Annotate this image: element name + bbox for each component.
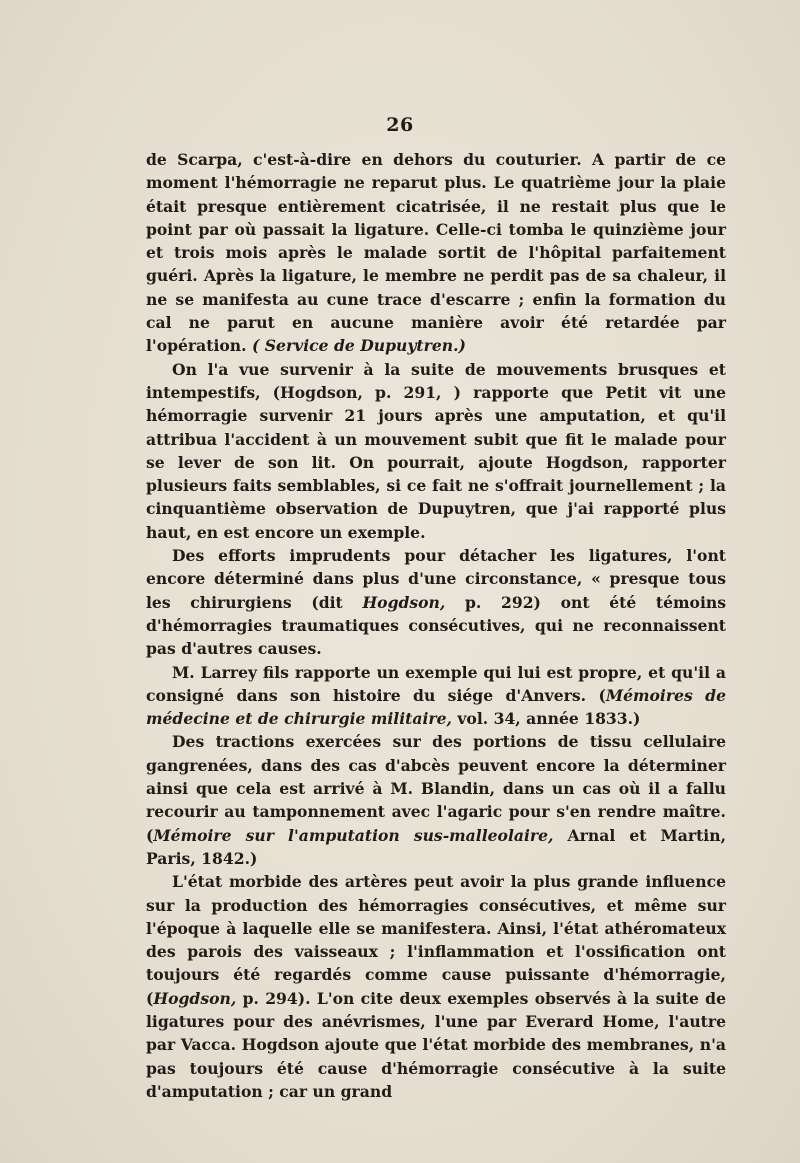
text-segment: vol. 34, année 1833.) <box>451 709 641 729</box>
paragraph-2 <box>146 358 726 544</box>
text-segment: Arnal et Martin, Paris, 1842.) <box>146 825 726 868</box>
citation-title: Mémoire sur l'amputation sus-malleolaire, <box>153 825 554 845</box>
text-segment: Des tractions exercées sur des portions de tissu cellulaire gangrenées, dans des cas d'abcès peuvent encore la déterminer ainsi que cela est arrivé à M. Blandin, dans un cas où il a fallu recourir au tamponnement avec l'agaric pour s'en rendre maître. ( <box>146 732 726 845</box>
body-text <box>146 148 726 1103</box>
paragraph-4 <box>146 661 726 731</box>
text-segment: Des efforts imprudents pour détacher les ligatures, l'ont encore déterminé dans plus d'une circonstance, « presque tous les chirurgiens (dit <box>146 546 726 612</box>
text-segment: On l'a vue survenir à la suite de mouvements brusques et intempestifs, (Hogdson, p. 291, ) rapporte que Petit vit une hémorragie survenir 21 jours après une amputation, et qu'il attribua l'accident à un mouvement subit que fit le malade pour se lever de son lit. On pourrait, ajoute Hogdson, rapporter plusieurs faits semblables, si ce fait ne s'offrait journellement ; la cinquantième observation de Dupuytren, que j'ai rapporté plus haut, en est encore un exemple. <box>146 359 726 542</box>
text-segment: M. Larrey fils rapporte un exemple qui lui est propre, et qu'il a consigné dans son histoire du siége d'Anvers. ( <box>146 662 726 705</box>
page-number: 26 <box>386 114 414 136</box>
service-attribution: ( Service de Dupuytren.) <box>251 336 466 356</box>
text-segment: L'état morbide des artères peut avoir la plus grande influence sur la production des hémorragies consécutives, et même sur l'époque à laquelle elle se manifestera. Ainsi, l'état athéromateux des parois des vaisseaux ; l'inflammation et l'ossification ont toujours été regardés comme cause puissante d'hémorragie, ( <box>146 872 726 1008</box>
text-segment: p. 292) ont été témoins d'hémorragies traumatiques consécutives, qui ne reconnaissent pas d'autres causes. <box>146 592 726 659</box>
paragraph-1 <box>146 148 726 358</box>
citation-author: Hogdson, <box>362 592 446 612</box>
paragraph-5 <box>146 730 726 870</box>
citation-title: Mémoires de médecine et de chirurgie militaire, <box>146 685 726 729</box>
citation-author: Hogdson, <box>153 988 237 1008</box>
text-segment: de Scarpa, c'est-à-dire en dehors du couturier. A partir de ce moment l'hémorragie ne reparut plus. Le quatrième jour la plaie était presque entièrement cicatrisée, il ne restait plus que le point par où passait la ligature. Celle-ci tomba le quinzième jour et trois mois après le malade sortit de l'hôpital parfaitement guéri. Après la ligature, le membre ne perdit pas de sa chaleur, il ne se manifesta au cune trace d'escarre ; enfin la formation du cal ne parut en aucune manière avoir été retardée par l'opération. <box>146 150 726 356</box>
text-segment: p. 294). L'on cite deux exemples observés à la suite de ligatures pour des anévrismes, l'une par Everard Home, l'autre par Vacca. Hogdson ajoute que l'état morbide des membranes, n'a pas toujours été cause d'hémorragie consécutive à la suite d'amputation ; car un grand <box>146 988 726 1101</box>
paragraph-6 <box>146 870 726 1103</box>
paragraph-3 <box>146 544 726 660</box>
